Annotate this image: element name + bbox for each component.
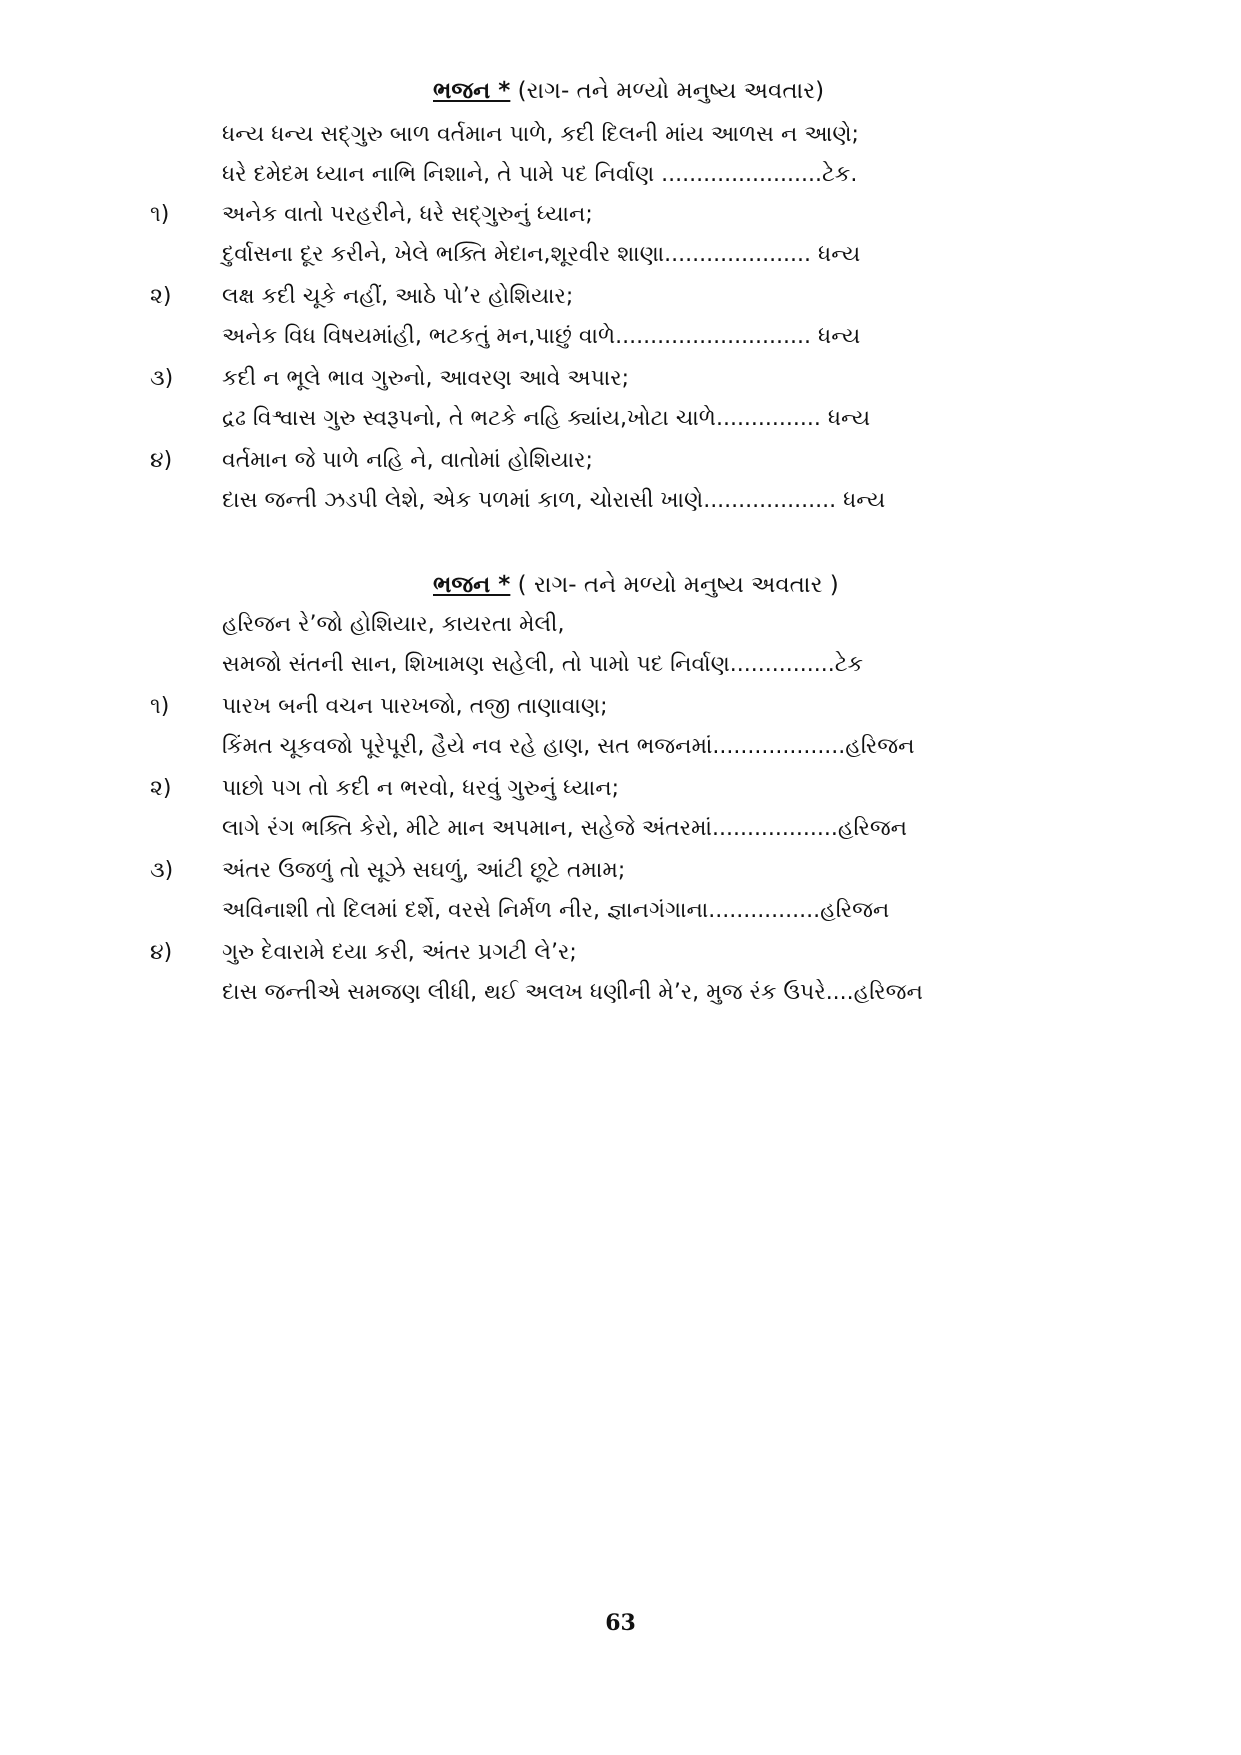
bhajan1-refrain-2: ધરે દમેદમ ધ્યાન નાભિ નિશાને, તે પામે પદ નિર્વાણ .......................ટેક. [222, 162, 858, 187]
bhajan1-raag: (રાગ- તને મળ્યો મનુષ્ય અવતાર) [517, 78, 825, 104]
bhajan1-verse3-number: ૩) [150, 366, 174, 391]
bhajan2-title: ભજન * [433, 572, 511, 598]
bhajan1-verse3-line2: દ્રઢ વિશ્વાસ ગુરુ સ્વરૂપનો, તે ભટકે નહિ ક્યાંય,ખોટા ચાળે............... ધન્ય [222, 406, 871, 431]
bhajan1-verse2-line1: લક્ષ કદી ચૂકે નહીં, આઠે પો’ર હોશિયાર; [222, 284, 574, 309]
page-number: 63 [605, 1610, 636, 1636]
bhajan1-verse4-line1: વર્તમાન જે પાળે નહિ ને, વાતોમાં હોશિયાર; [222, 448, 593, 473]
bhajan2-verse1-line1: પારખ બની વચન પારખજો, તજી તાણાવાણ; [222, 694, 608, 719]
bhajan2-verse4-line1: ગુરુ દેવારામે દયા કરી, અંતર પ્રગટી લે’ર; [222, 940, 577, 965]
bhajan2-verse3-line1: અંતર ઉજળું તો સૂઝે સઘળું, આંટી છૂટે તમામ; [222, 858, 626, 883]
bhajan1-verse2-number: ૨) [150, 284, 172, 309]
bhajan1-verse4-line2: દાસ જન્તી ઝડપી લેશે, એક પળમાં કાળ, ચોરાસી ખાણે................... ધન્ય [222, 488, 886, 513]
bhajan2-refrain-1: હરિજન રે’જો હોશિયાર, કાયરતા મેલી, [222, 612, 565, 637]
bhajan2-raag: ( રાગ- તને મળ્યો મનુષ્ય અવતાર ) [517, 572, 839, 598]
bhajan1-refrain-1: ધન્ય ધન્ય સદ્ગુરુ બાળ વર્તમાન પાળે, કદી દિલની માંય આળસ ન આણે; [222, 122, 859, 147]
bhajan1-verse3-line1: કદી ન ભૂલે ભાવ ગુરુનો, આવરણ આવે અપાર; [222, 366, 630, 391]
bhajan1-verse2-line2: અનેક વિધ વિષયમાંહી, ભટકતું મન,પાછું વાળે............................ ધન્ય [222, 324, 861, 349]
bhajan2-verse4-line2: દાસ જન્તીએ સમજણ લીધી, થઈ અલખ ધણીની મે’ર, મુજ રંક ઉપરે....હરિજન [222, 980, 923, 1005]
bhajan2-verse1-line2: કિંમત ચૂકવજો પૂરેપૂરી, હૈયે નવ રહે હાણ, સત ભજનમાં...................હરિજન [222, 734, 915, 759]
bhajan1-verse1-line1: અનેક વાતો પરહરીને, ધરે સદ્ગુરુનું ધ્યાન; [222, 202, 593, 227]
bhajan2-verse2-line1: પાછો પગ તો કદી ન ભરવો, ધરવું ગુરુનું ધ્યાન; [222, 776, 620, 801]
bhajan1-heading [433, 76, 824, 106]
bhajan2-verse2-line2: લાગે રંગ ભક્તિ કેરો, મીટે માન અપમાન, સહેજે અંતરમાં..................હરિજન [222, 816, 908, 841]
bhajan2-verse1-number: ૧) [150, 694, 170, 719]
bhajan1-verse4-number: ૪) [150, 448, 173, 473]
bhajan1-verse1-line2: દુર્વાસના દૂર કરીને, ખેલે ભક્તિ મેદાન,શૂરવીર શાણા..................... ધન્ય [222, 242, 861, 267]
bhajan2-verse3-line2: અવિનાશી તો દિલમાં દર્શે, વરસે નિર્મળ નીર, જ્ઞાનગંગાના................હરિજન [222, 898, 890, 923]
bhajan2-verse4-number: ૪) [150, 940, 173, 965]
bhajan2-refrain-2: સમજો સંતની સાન, શિખામણ સહેલી, તો પામો પદ નિર્વાણ...............ટેક [222, 652, 864, 677]
bhajan2-verse2-number: ૨) [150, 776, 172, 801]
bhajan1-title: ભજન * [433, 78, 511, 104]
bhajan2-heading [433, 570, 839, 600]
bhajan1-verse1-number: ૧) [150, 202, 170, 227]
bhajan2-verse3-number: ૩) [150, 858, 174, 883]
